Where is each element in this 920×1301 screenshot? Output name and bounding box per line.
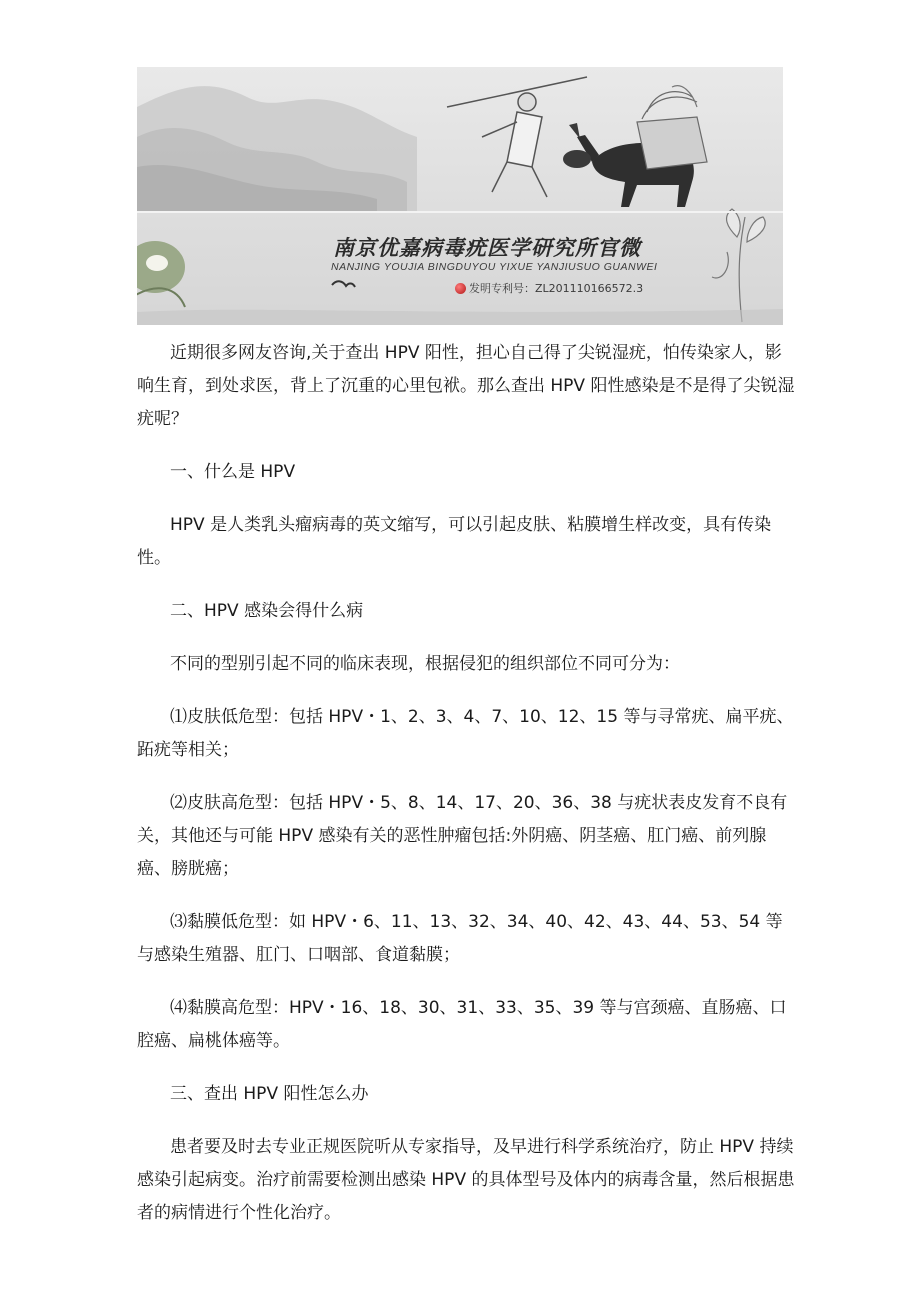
list-item-mucosa-high-risk: ⑷黏膜高危型：HPV・16、18、30、31、33、35、39 等与宫颈癌、直肠癌、口腔癌、扁桃体癌等。 [137,998,787,1051]
header-banner [137,67,783,325]
section-heading-3: 三、查出 HPV 阳性怎么办 [170,1084,369,1104]
patent-number: 发明专利号：ZL201110166572.3 [469,282,644,295]
section-heading-1: 一、什么是 HPV [170,462,296,482]
list-item-skin-low-risk: ⑴皮肤低危型：包括 HPV・1、2、3、4、7、10、12、15 等与寻常疣、扁平疣、跖疣等相关； [137,707,794,760]
article-body [137,337,797,1250]
hpv-definition-paragraph: HPV 是人类乳头瘤病毒的英文缩写，可以引起皮肤、粘膜增生样改变，具有传染性。 [137,515,772,568]
banner-subtitle: NANJING YOUJIA BINGDUYOU YIXUE YANJIUSUO GUANWEI [331,261,658,273]
list-item-mucosa-low-risk: ⑶黏膜低危型：如 HPV・6、11、13、32、34、40、42、43、44、53、54 等与感染生殖器、肛门、口咽部、食道黏膜； [137,912,783,965]
intro-paragraph: 近期很多网友咨询,关于查出 HPV 阳性，担心自己得了尖锐湿疣，怕传染家人，影响生育，到处求医，背上了沉重的心里包袱。那么查出 HPV 阳性感染是不是得了尖锐湿疣呢？ [137,343,795,429]
treatment-paragraph: 患者要及时去专业正规医院听从专家指导，及早进行科学系统治疗，防止 HPV 持续感染引起病变。治疗前需要检测出感染 HPV 的具体型号及体内的病毒含量，然后根据患者的病情进行个性化治疗。 [137,1137,795,1223]
section-heading-2: 二、HPV 感染会得什么病 [170,601,364,621]
classification-intro-paragraph: 不同的型别引起不同的临床表现，根据侵犯的组织部位不同可分为： [170,654,680,674]
banner-divider [137,211,783,213]
list-item-skin-high-risk: ⑵皮肤高危型：包括 HPV・5、8、14、17、20、36、38 与疣状表皮发育不良有关，其他还与可能 HPV 感染有关的恶性肿瘤包括:外阴癌、阴茎癌、肛门癌、前列腺癌、膀胱癌； [137,793,788,879]
banner-patent [455,280,643,296]
patent-logo-icon [455,283,466,294]
banner-title: 南京优嘉病毒疣医学研究所官微 [333,235,641,260]
